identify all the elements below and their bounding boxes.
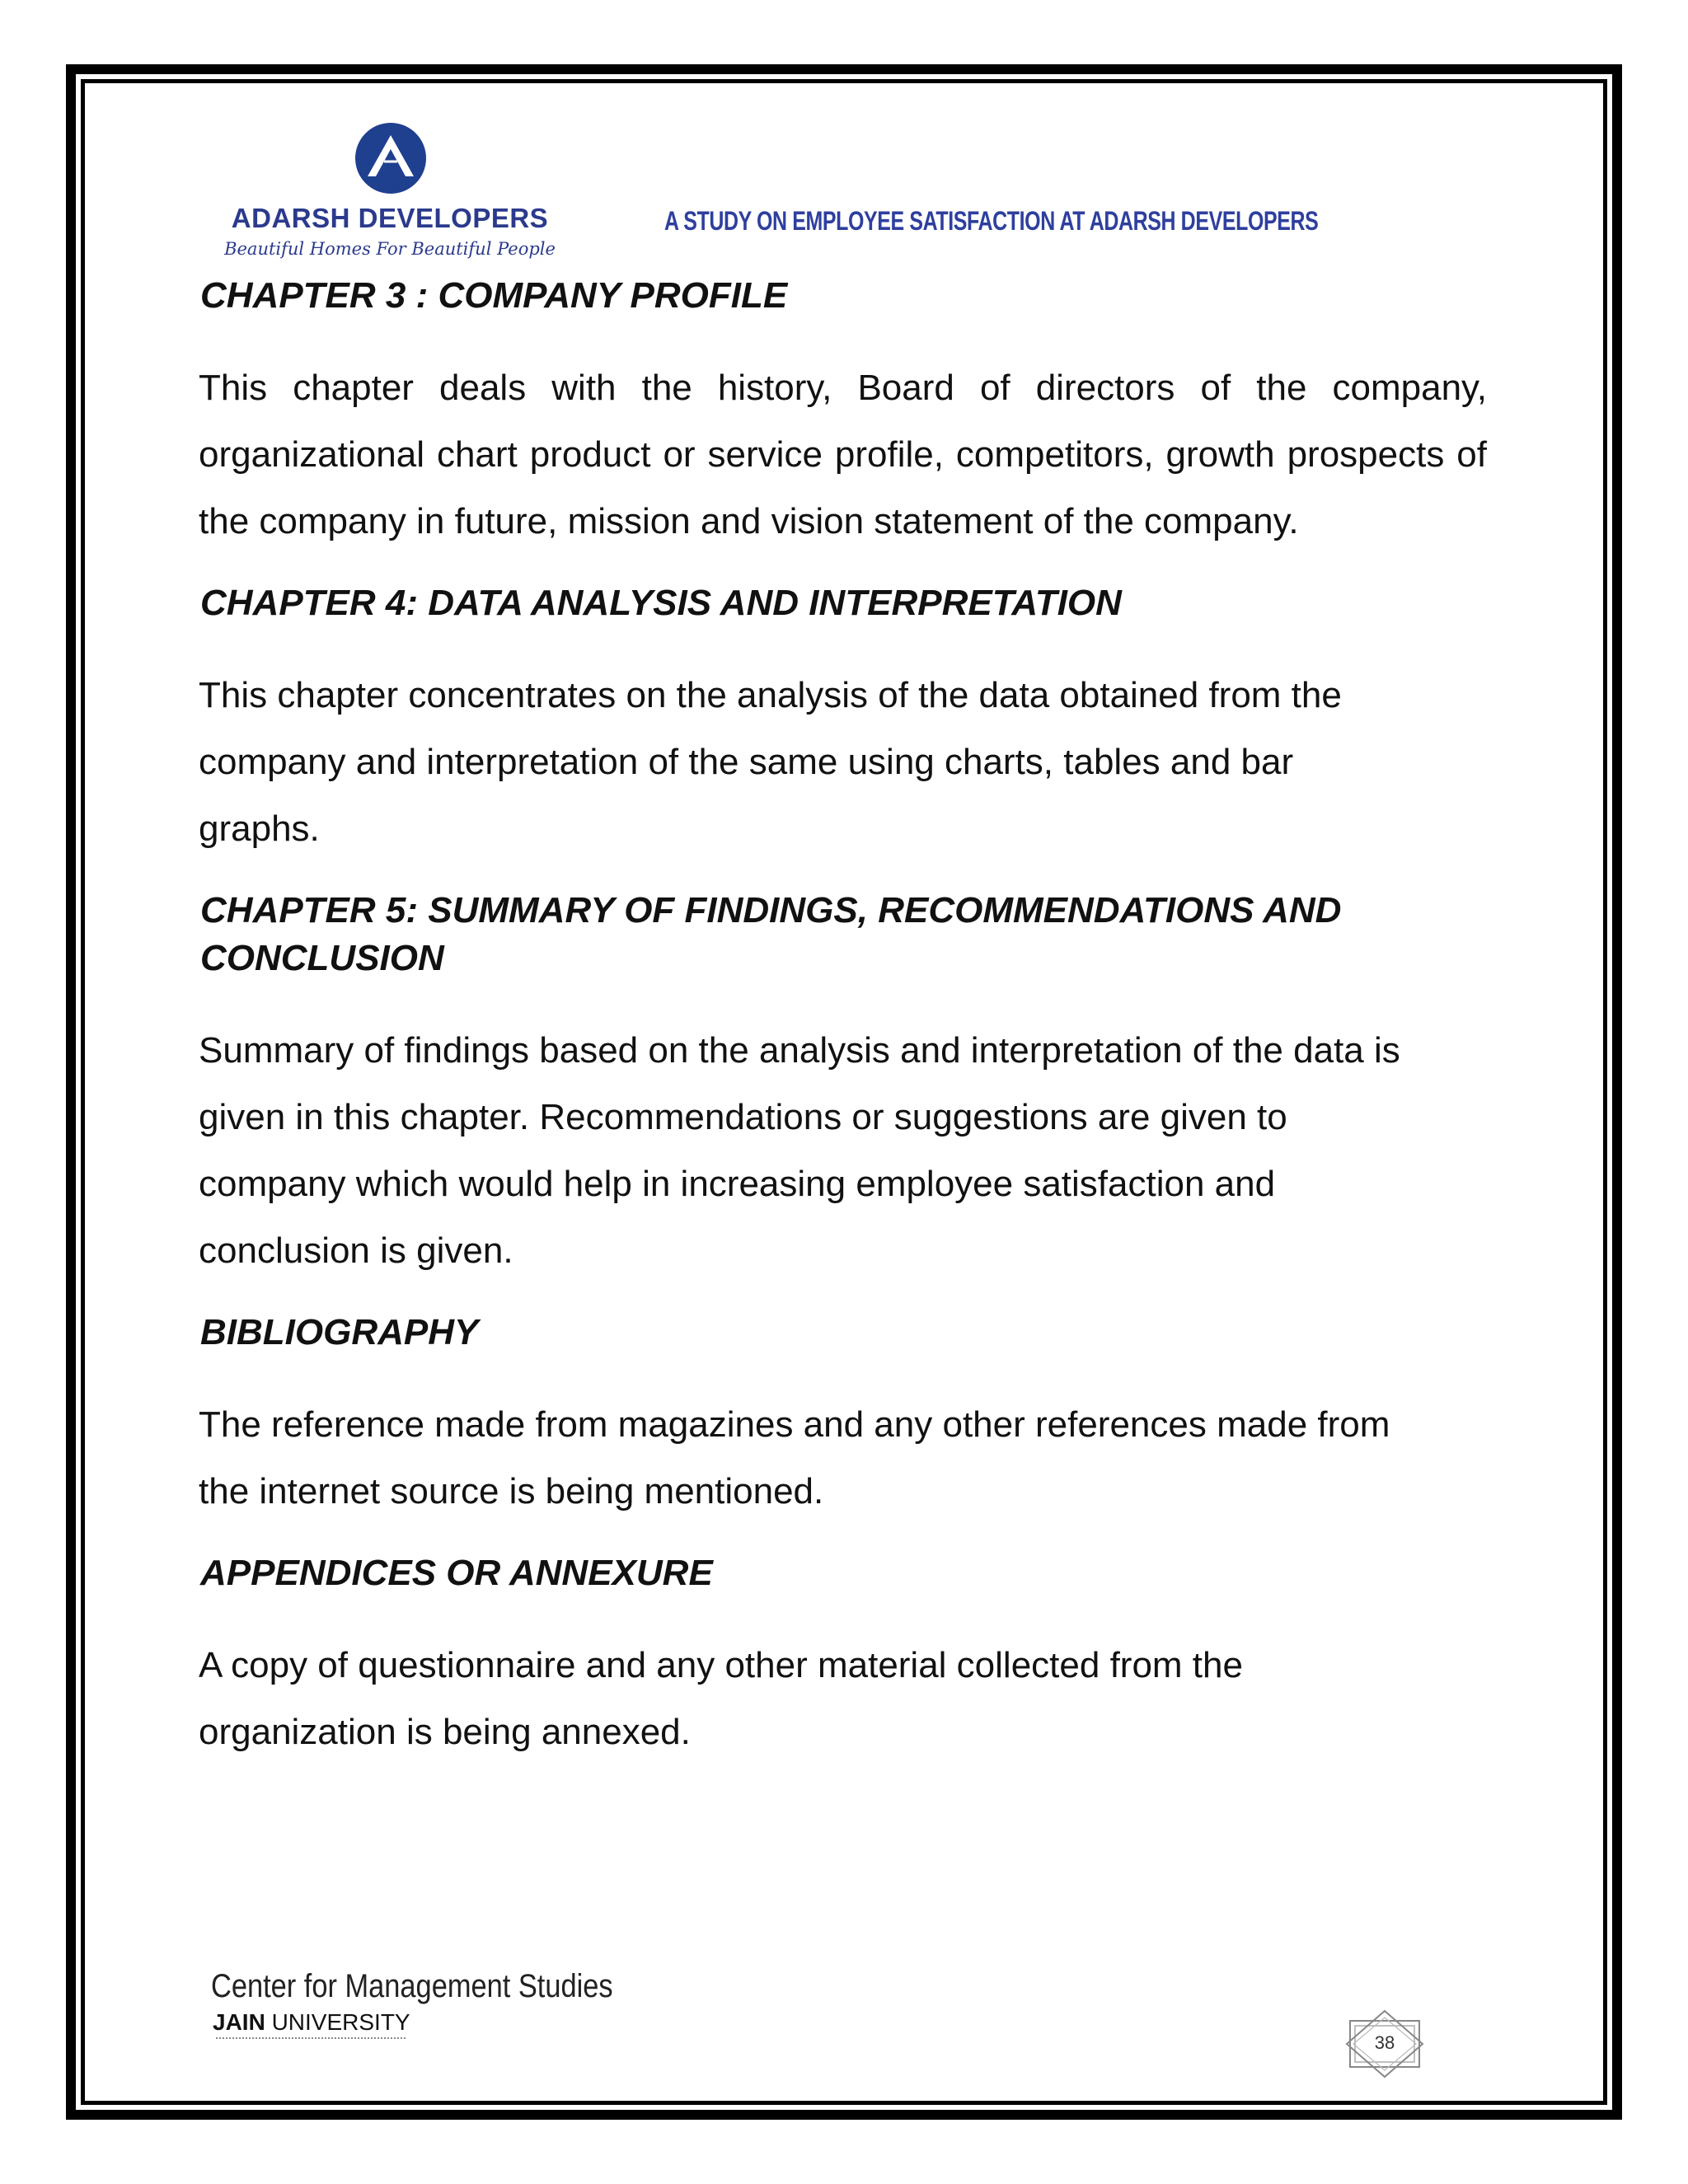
body-line: The reference made from magazines and any other references made from <box>199 1404 1390 1445</box>
logo-tagline: Beautiful Homes For Beautiful People <box>224 239 556 259</box>
body-line: the internet source is being mentioned. <box>199 1471 824 1511</box>
footer-university-bold: JAIN <box>213 2009 265 2035</box>
body-line: company and interpretation of the same using charts, tables and bar <box>199 742 1294 782</box>
chapter-3-body: This chapter deals with the history, Board of directors of the company, organizational chart product or service profile, competitors, growth prospects of the company in future, mission and vision statement of the company. <box>199 368 1487 541</box>
document-body <box>199 272 1487 1790</box>
footer-center-name: Center for Management Studies <box>211 1968 613 2004</box>
body-line: given in this chapter. Recommendations or suggestions are given to <box>199 1097 1287 1137</box>
chapter-5-heading <box>200 887 1487 982</box>
chapter-5-body <box>199 1017 1487 1284</box>
appendices-body <box>199 1632 1487 1765</box>
body-line: organization is being annexed. <box>199 1712 691 1752</box>
chapter-4-body <box>199 662 1487 862</box>
page-number-badge <box>1345 2009 1424 2079</box>
footer-university-rest: UNIVERSITY <box>271 2009 410 2035</box>
chapter-4-heading: CHAPTER 4: DATA ANALYSIS AND INTERPRETATION <box>200 583 1122 623</box>
bibliography-body <box>199 1391 1487 1525</box>
chapter-3-heading: CHAPTER 3 : COMPANY PROFILE <box>200 275 788 316</box>
bibliography-heading: BIBLIOGRAPHY <box>200 1312 479 1352</box>
body-line: company which would help in increasing employee satisfaction and <box>199 1164 1276 1204</box>
adarsh-logo-icon <box>354 122 427 194</box>
body-line: A copy of questionnaire and any other material collected from the <box>199 1645 1243 1685</box>
body-line: This chapter concentrates on the analysis of the data obtained from the <box>199 675 1342 715</box>
company-logo <box>221 122 559 267</box>
body-line: graphs. <box>199 808 320 849</box>
heading-line: CHAPTER 5: SUMMARY OF FINDINGS, RECOMMENDATIONS AND <box>200 890 1342 930</box>
page-number: 38 <box>1374 2032 1395 2053</box>
body-line: Summary of findings based on the analysis and interpretation of the data is <box>199 1030 1400 1071</box>
body-line: conclusion is given. <box>199 1230 513 1271</box>
logo-company-name: ADARSH DEVELOPERS <box>231 203 549 233</box>
appendices-heading: APPENDICES OR ANNEXURE <box>200 1553 713 1593</box>
footer-university <box>213 2009 410 2036</box>
footer-fine-print <box>216 2037 406 2042</box>
heading-line: CONCLUSION <box>200 938 444 978</box>
header-study-title: A STUDY ON EMPLOYEE SATISFACTION AT ADARSH DEVELOPERS <box>664 206 1319 236</box>
